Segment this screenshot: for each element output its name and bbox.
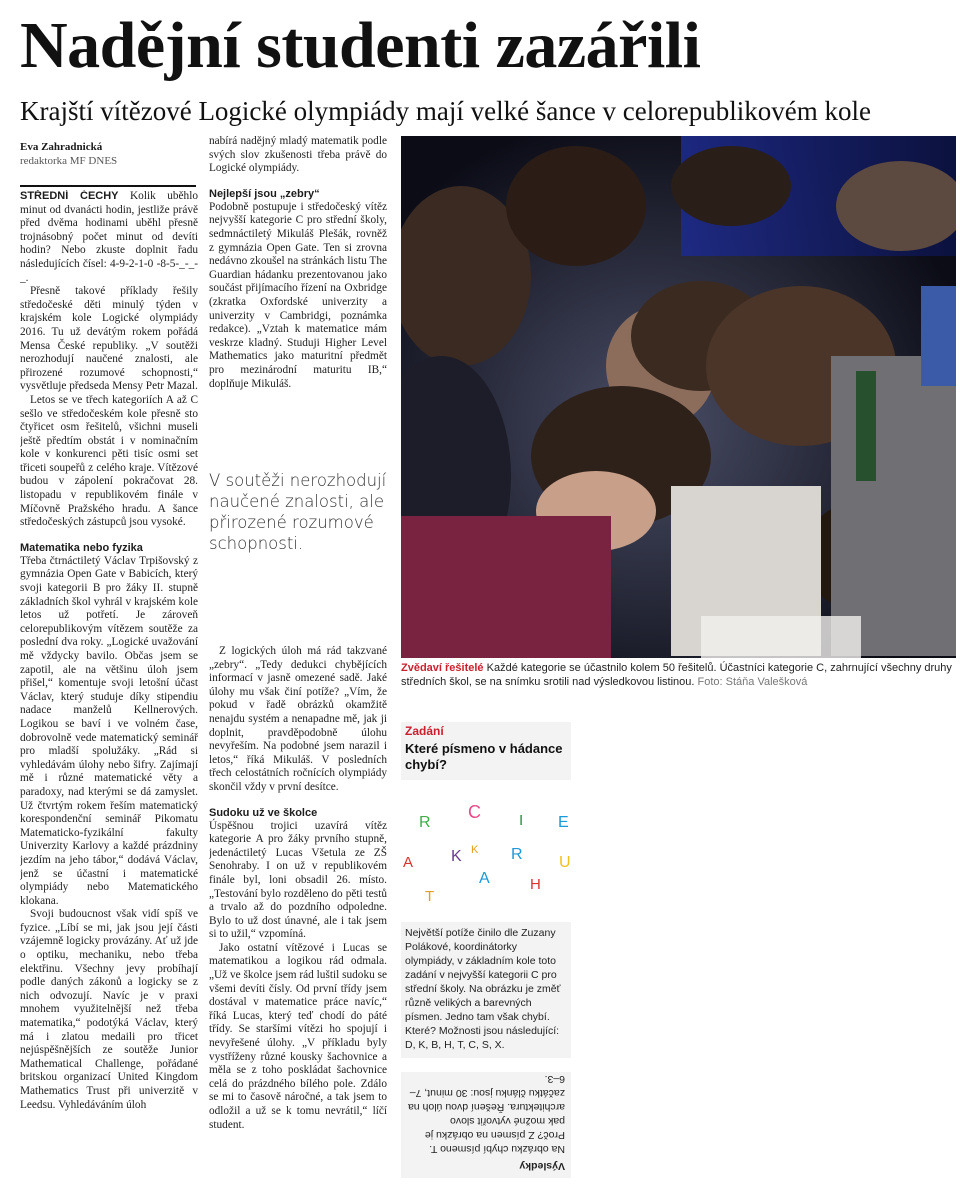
paragraph: Letos se ve třech kategoriích A až C sešlo ve středočeském kole přesně sto čtyřicet osm řešitelů, všichni museli ještě předtím obstát i v nominačním kole v konkurenci pěti tisíc osmi set třiceti soupeřů z celého kraje. Vítězové budou v zápolení pokračovat 28. listopadu v republikovém finále v Míčovně Pražského hradu. A šance středočeských zástupců jsou vysoké. — [20, 393, 198, 529]
article-column-1 — [20, 190, 198, 1200]
puzzle-letter: R — [511, 846, 523, 863]
byline — [20, 140, 200, 168]
byline-rule — [20, 185, 196, 187]
caption-lead: Zvědaví řešitelé — [401, 662, 484, 674]
article-column-2-bottom — [209, 645, 387, 1200]
kicker: STŘEDNÍ ČECHY — [20, 190, 119, 202]
subheading: Sudoku už ve školce — [209, 806, 318, 819]
puzzle-letter: I — [519, 812, 524, 829]
letter-puzzle — [401, 790, 571, 910]
pull-quote: V soutěži nerozhodují naučené znalosti, ale přirozené rozumové schopnosti. — [209, 471, 387, 553]
puzzle-letter: K — [471, 844, 479, 856]
author-name: Eva Zahradnická — [20, 141, 103, 153]
author-role: redaktorka MF DNES — [20, 155, 118, 167]
puzzle-tag: Zadání — [405, 724, 444, 738]
paragraph: Podobně postupuje i středočeský vítěz nejvyšší kategorie C pro střední školy, sedmnáctiletý Mikuláš Plešák, rovněž z gymnázia Open Gate. Ten si zrovna nedávno zkoušel na stránkách listu The Guardian hádanku prezentovanou jako součást přijímacího řízení na Oxbridge (zkratka Oxfordské univerzity a univerzity v Cambridgi, poznámka redakce). „Vztah k matematice mám veskrze kladný. Studuji Higher Level Mathematics jako maturitní předmět pro mezinárodní maturitu IB,“ doplňuje Mikuláš. — [209, 200, 387, 390]
article-column-2-top — [209, 135, 387, 415]
subheading: Matematika nebo fyzika — [20, 541, 143, 554]
paragraph: Úspěšnou trojici uzavírá vítěz kategorie A pro žáky prvního stupně, jedenáctiletý Lucas Všetula ze ZŠ Senohraby. I on už v republikovém finále byl, loni obsadil 26. místo. „Testování bylo rozděleno do pěti testů a trvalo až do pozdního odpoledne. Bylo to už dost únavné, ale i tak jsem si to užil,“ vzpomíná. — [209, 819, 387, 941]
paragraph: Z logických úloh má rád takzvané „zebry“. „Tedy dedukci chybějících informací v jasně omezené sadě. Jaké úlohy mu však činí potíže? „Vím, že pokud v řadě obrázků okamžitě nenajdu systém a nenapadne mě, jak ji doplnit, pravděpodobně úlohu nevyřeším. Na podobné jsem narazil i letos,“ říká Mikuláš. V posledních třech celostátních ročnících olympiády skončil vždy v první desítce. — [209, 645, 387, 793]
results-text: Na obrázku chybí písmeno T. Proč? Z písmen na obrázku je pak možné vytvořit slovo architektura. Řešení dvou úloh na začátku článku jsou: 30 minut, 7–6–3. — [407, 1073, 565, 1155]
photo-credit: Foto: Stáňa Valešková — [694, 676, 808, 688]
puzzle-letter: U — [559, 854, 571, 871]
lead-text: Kolik uběhlo minut od dvanácti hodin, jestliže právě před dvěma hodinami uběhl přesně trojnásobný počet minut od devíti hodin? Nebo zkuste doplnit řadu následujících čísel: 4-9-2-1-0 -8-5-_-_-_. — [20, 190, 198, 284]
puzzle-letter: E — [558, 814, 569, 831]
subheading: Nejlepší jsou „zebry“ — [209, 187, 320, 200]
paragraph: Přesně takové příklady řešily středočeské děti minulý týden v krajském kole Logické olympiády 2016. Tu už devátým rokem pořádá Mensa České republiky. „V soutěži nerozhodují naučené znalosti, ale přirozené rozumové schopnosti,“ vysvětluje předseda Mensy Petr Mazal. — [20, 285, 198, 393]
paragraph: Třeba čtrnáctiletý Václav Trpišovský z gymnázia Open Gate v Babicích, který svoji kategorii B pro žáky II. stupně základních škol vyhrál v krajském kole letos už potřetí. Je zároveň celorepublikovým vítězem soutěže za poslední dva roky. „Logické uvažování mě vždycky bavilo. Občas jsem se zapotil, ale na většinu úloh jsem přišel,“ komentuje svoji letošní účast Václav, který studuje díky stipendiu nadace manželů Kellnerových. Logikou se baví i ve volném čase, dobrovolně vede matematický seminář pro mladší spolužáky. „Rád si vyhledávám úlohy nebo šifry. Zajímají mě i různé matematické věty a paradoxy, nad kterými se dá zamyslet. Už čtvrtým rokem řeším matematický korespondenční seminář Pikomatu Matematicko-fyzikální fakulty Univerzity Karlovy a každé prázdniny jezdím na jeho tábor,“ dodává Václav, jenž se účastní i matematické olympiády nebo Matematického klokana. — [20, 554, 198, 907]
puzzle-letter: C — [468, 802, 481, 822]
puzzle-letter: K — [451, 848, 462, 865]
students-photo-illustration — [401, 136, 956, 658]
paragraph: Jako ostatní vítězové i Lucas se matematikou a logikou rád odmala. „Už ve školce jsem rád luštil sudoku se všemi devíti čísly. Od první třídy jsem dostával v matematice práce navíc,“ říká Lucas, který teď chodí do páté třídy. Se staršími vítězi ho spojují i nevyřešené úlohy. „V příkladu byly vystříženy různé kousky šachovnice a měla se z toho poskládat šachovnice celá do prázdného bílého pole. Zdálo se mi to časově náročné, a tak jsem to odložil a už se k tomu nevrátil,“ líčí student. — [209, 941, 387, 1131]
photo-caption — [401, 661, 956, 689]
puzzle-title: Které písmeno v hádance chybí? — [405, 741, 563, 772]
puzzle-results — [401, 1072, 571, 1178]
headline: Nadějní studenti zazářili — [20, 9, 701, 82]
caption-text: Každé kategorie se účastnilo kolem 50 řešitelů. Účastníci kategorie C, zahrnující všechny druhy středních škol, se na snímku srotili nad výsledkovou listinou. — [401, 662, 952, 688]
paragraph: Svoji budoucnost však vidí spíš ve fyzice. „Líbí se mi, jak jsou její části vzájemně logicky provázány. Ať už jde o optiku, mechaniku, nebo třeba elektřinu. Všechny jevy probíhají podle daných zákonů a logicky se z nich odvozují. Navíc je v praxi mnohem využitelnější než třeba matematika,“ podotýká Václav, který má i zlatou medaili pro třicet nejúspěšnějších ze soutěže Junior Mathematical Challenge, pořádané britskou organizací United Kingdom Mathematics Trust při univerzitě v Leedsu. Vyhledáváním úloh — [20, 908, 198, 1111]
article-photo — [401, 136, 956, 658]
paragraph: nabírá nadějný mladý matematik podle svých slov zkušenosti třeba právě do Logické olympiády. — [209, 135, 387, 175]
lead-paragraph — [20, 190, 198, 285]
results-title: Výsledky — [519, 1160, 565, 1172]
puzzle-letter: A — [403, 854, 414, 871]
puzzle-description: Největší potíže činilo dle Zuzany Polákové, koordinátorky olympiády, v základním kole toto zadání v nejvyšší kategorii C pro střední školy. Na obrázku je změť různě velikých a barevných písmen. Jedno tam však chybí. Které? Možnosti jsou následující: D, K, B, H, T, C, S, X. — [401, 922, 571, 1058]
puzzle-letter: T — [425, 888, 435, 905]
puzzle-letter: R — [419, 814, 431, 831]
puzzle-letter: H — [530, 876, 541, 893]
puzzle-letter: A — [479, 870, 490, 887]
subheadline: Krajští vítězové Logické olympiády mají velké šance v celorepublikovém kole — [20, 96, 871, 126]
